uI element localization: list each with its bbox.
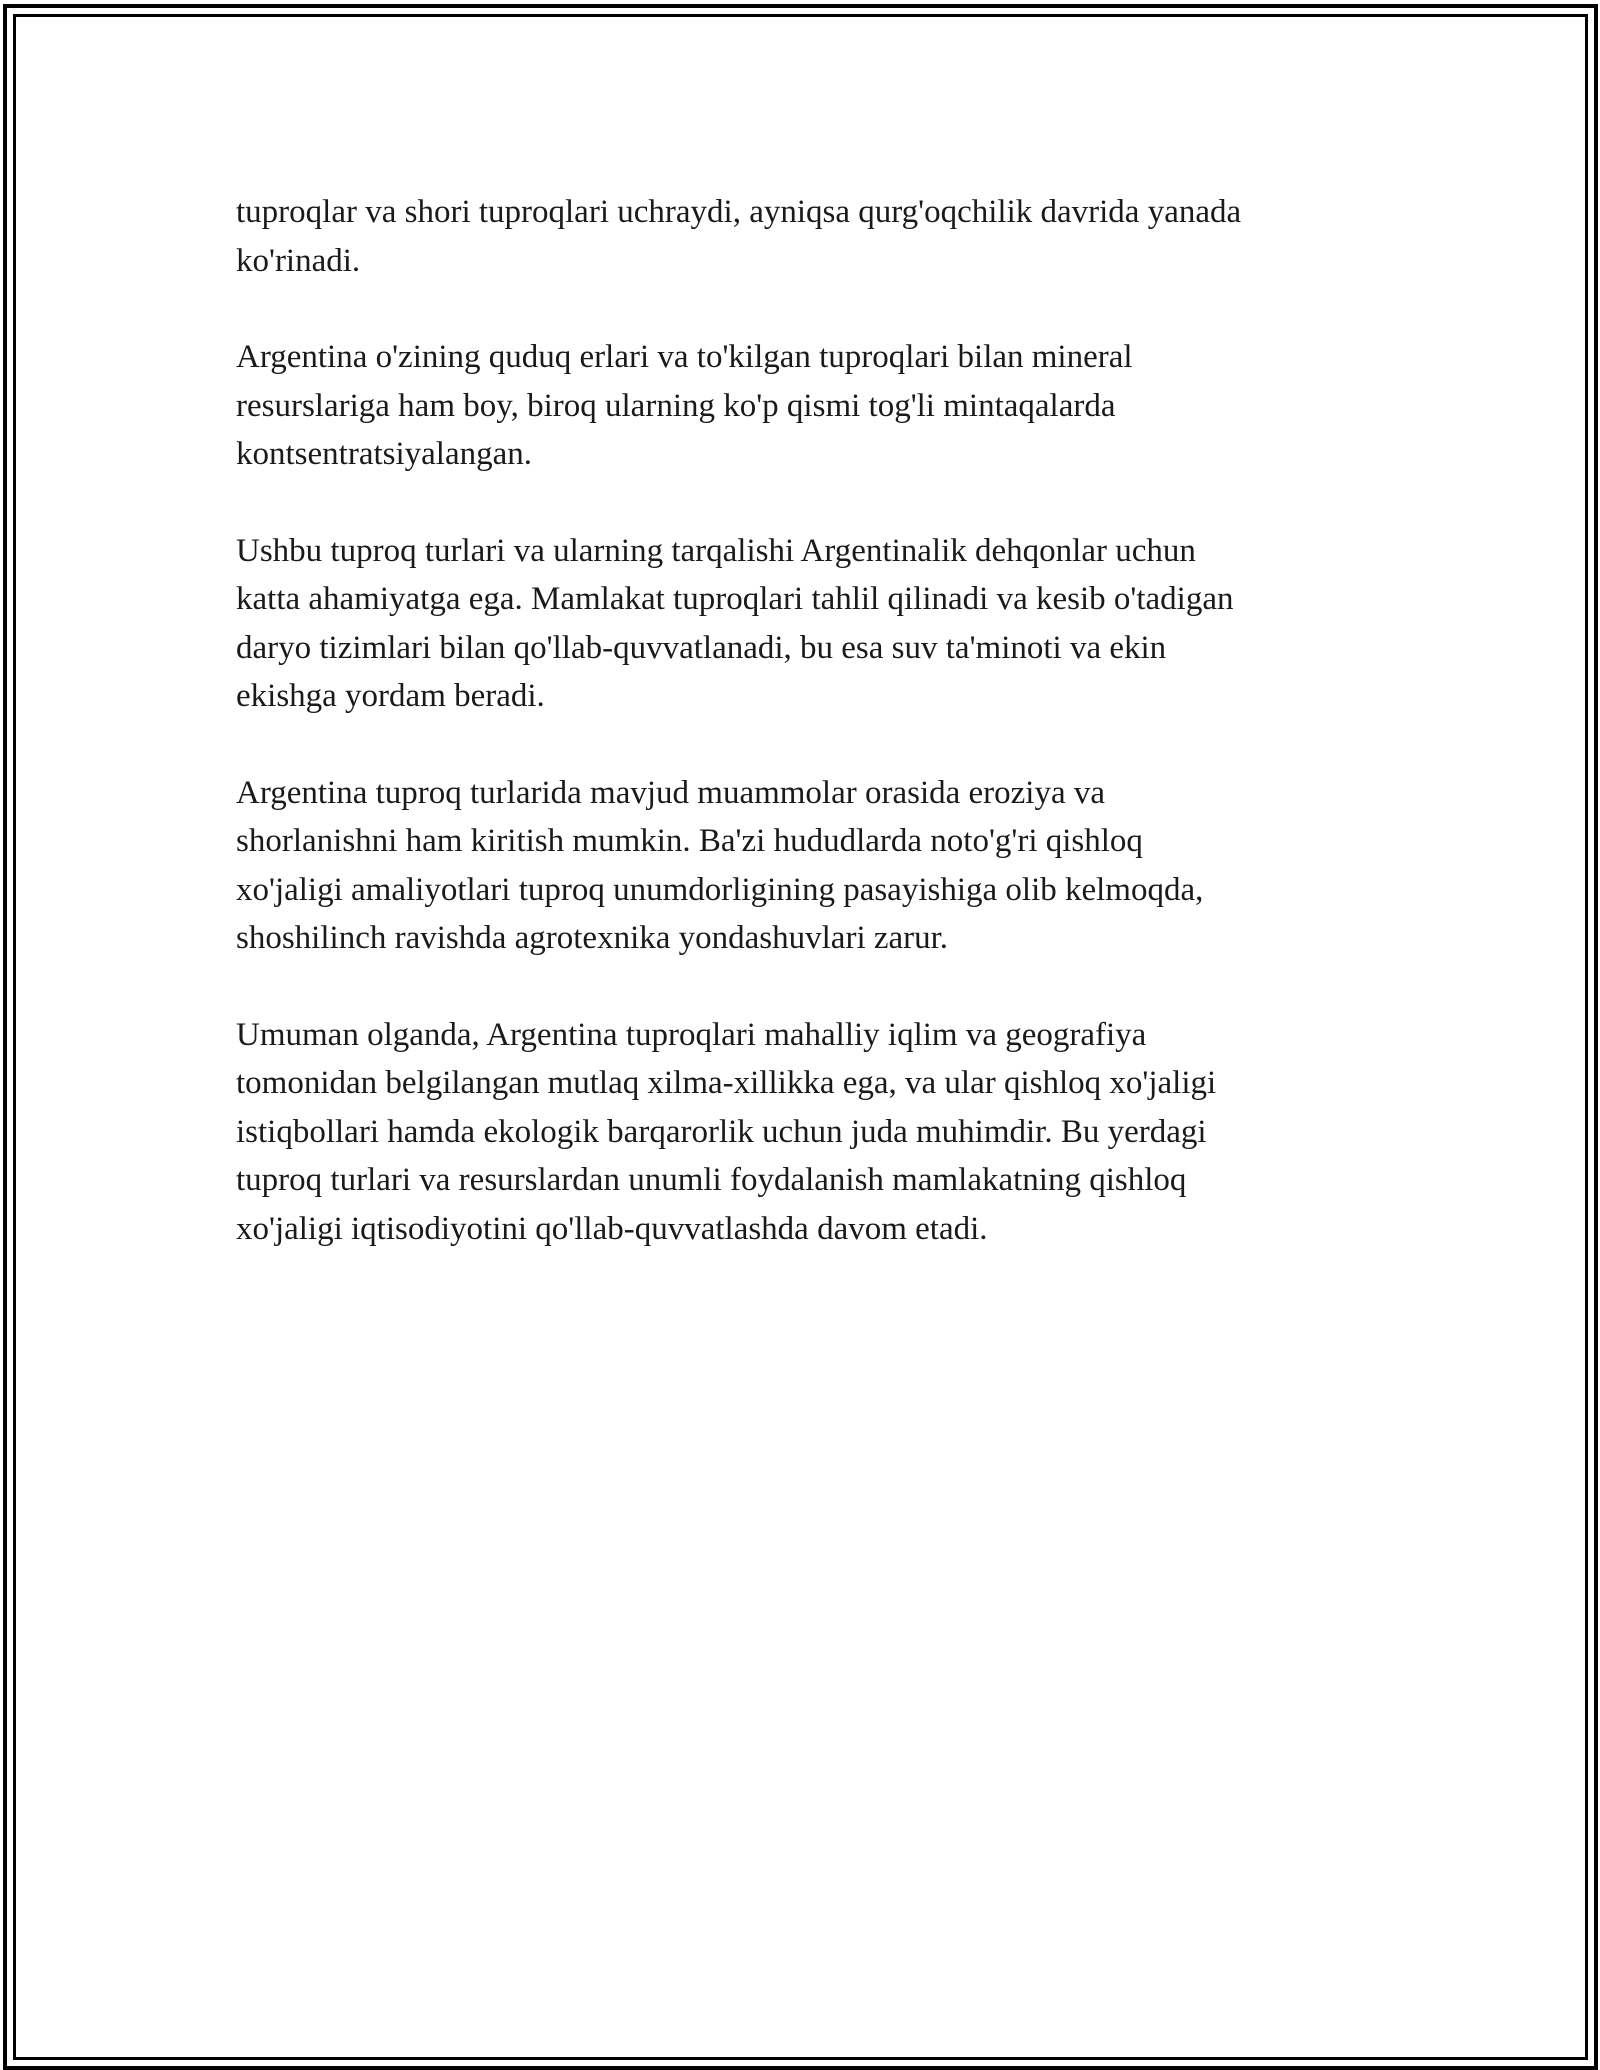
paragraph-1: tuproqlar va shori tuproqlari uchraydi, ayniqsa qurg'oqchilik davrida yanada ko'rinadi. [236, 194, 1242, 279]
paragraph-2: Argentina o'zining quduq erlari va to'kilgan tuproqlari bilan mineral resurslariga ham boy, biroq ularning ko'p qismi tog'li mintaqalarda kontsentratsiyalangan. [236, 339, 1133, 472]
paragraph-5: Umuman olganda, Argentina tuproqlari mahalliy iqlim va geografiya tomonidan belgilangan mutlaq xilma-xillikka ega, va ular qishloq xo'jaligi istiqbollari hamda ekologik barqarorlik uchun juda muhimdir. Bu yerdagi tuproq turlari va resurslardan unumli foydalanish mamlakatning qishloq xo'jaligi iqtisodiyotini qo'llab-quvvatlashda davom etadi. [236, 1016, 1217, 1247]
document-body [236, 188, 1366, 1301]
paragraph-3: Ushbu tuproq turlari va ularning tarqalishi Argentinalik dehqonlar uchun katta ahamiyatga ega. Mamlakat tuproqlari tahlil qilinadi va kesib o'tadigan daryo tizimlari bilan qo'llab-quvvatlanadi, bu esa suv ta'minoti va ekin ekishga yordam beradi. [236, 532, 1234, 714]
paragraph-4: Argentina tuproq turlarida mavjud muammolar orasida eroziya va shorlanishni ham kiritish mumkin. Ba'zi hududlarda noto'g'ri qishloq xo'jaligi amaliyotlari tuproq unumdorligining pasayishiga olib kelmoqda, shoshilinch ravishda agrotexnika yondashuvlari zarur. [236, 774, 1204, 956]
